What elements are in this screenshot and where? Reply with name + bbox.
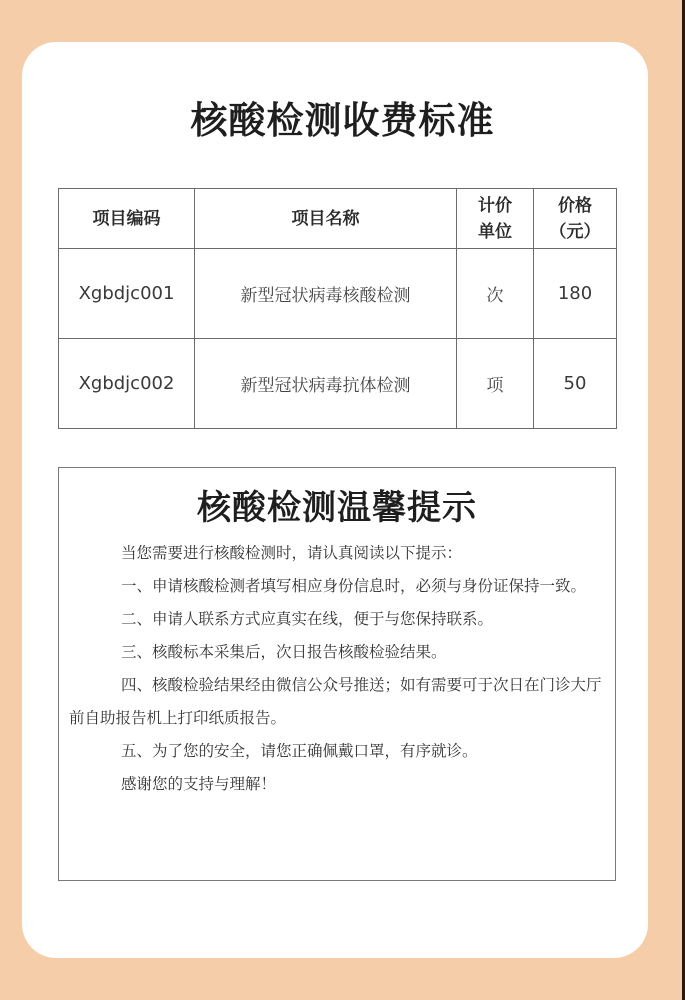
tips-box bbox=[58, 467, 616, 881]
tip-item-2: 二、申请人联系方式应真实在线，便于与您保持联系。 bbox=[121, 610, 494, 628]
tips-title: 核酸检测温馨提示 bbox=[197, 488, 477, 528]
cell-name: 新型冠状病毒核酸检测 bbox=[195, 249, 457, 339]
cell-code: Xgbdjc001 bbox=[59, 249, 195, 339]
tip-item-5: 五、为了您的安全，请您正确佩戴口罩，有序就诊。 bbox=[121, 742, 478, 760]
table-row bbox=[59, 339, 617, 429]
tips-thanks: 感谢您的支持与理解！ bbox=[121, 775, 277, 793]
cell-price: 180 bbox=[534, 249, 617, 339]
tip-item-4: 四、核酸检验结果经由微信公众号推送；如有需要可于次日在门诊大厅前自助报告机上打印纸质报告。 bbox=[69, 676, 602, 727]
tips-body bbox=[59, 537, 615, 801]
page-title: 核酸检测收费标准 bbox=[190, 99, 495, 142]
cell-unit: 项 bbox=[457, 339, 534, 429]
header-code: 项目编码 bbox=[59, 189, 195, 249]
cell-code: Xgbdjc002 bbox=[59, 339, 195, 429]
fee-table bbox=[58, 188, 617, 429]
header-price: 价格 （元） bbox=[534, 189, 617, 249]
tip-item-1: 一、申请核酸检测者填写相应身份信息时，必须与身份证保持一致。 bbox=[121, 577, 587, 595]
tip-item-3: 三、核酸标本采集后，次日报告核酸检验结果。 bbox=[121, 643, 447, 661]
table-row bbox=[59, 249, 617, 339]
header-name: 项目名称 bbox=[195, 189, 457, 249]
cell-name: 新型冠状病毒抗体检测 bbox=[195, 339, 457, 429]
cell-price: 50 bbox=[534, 339, 617, 429]
tips-intro: 当您需要进行核酸检测时，请认真阅读以下提示： bbox=[121, 544, 463, 562]
cell-unit: 次 bbox=[457, 249, 534, 339]
header-unit: 计价 单位 bbox=[457, 189, 534, 249]
table-header-row bbox=[59, 189, 617, 249]
